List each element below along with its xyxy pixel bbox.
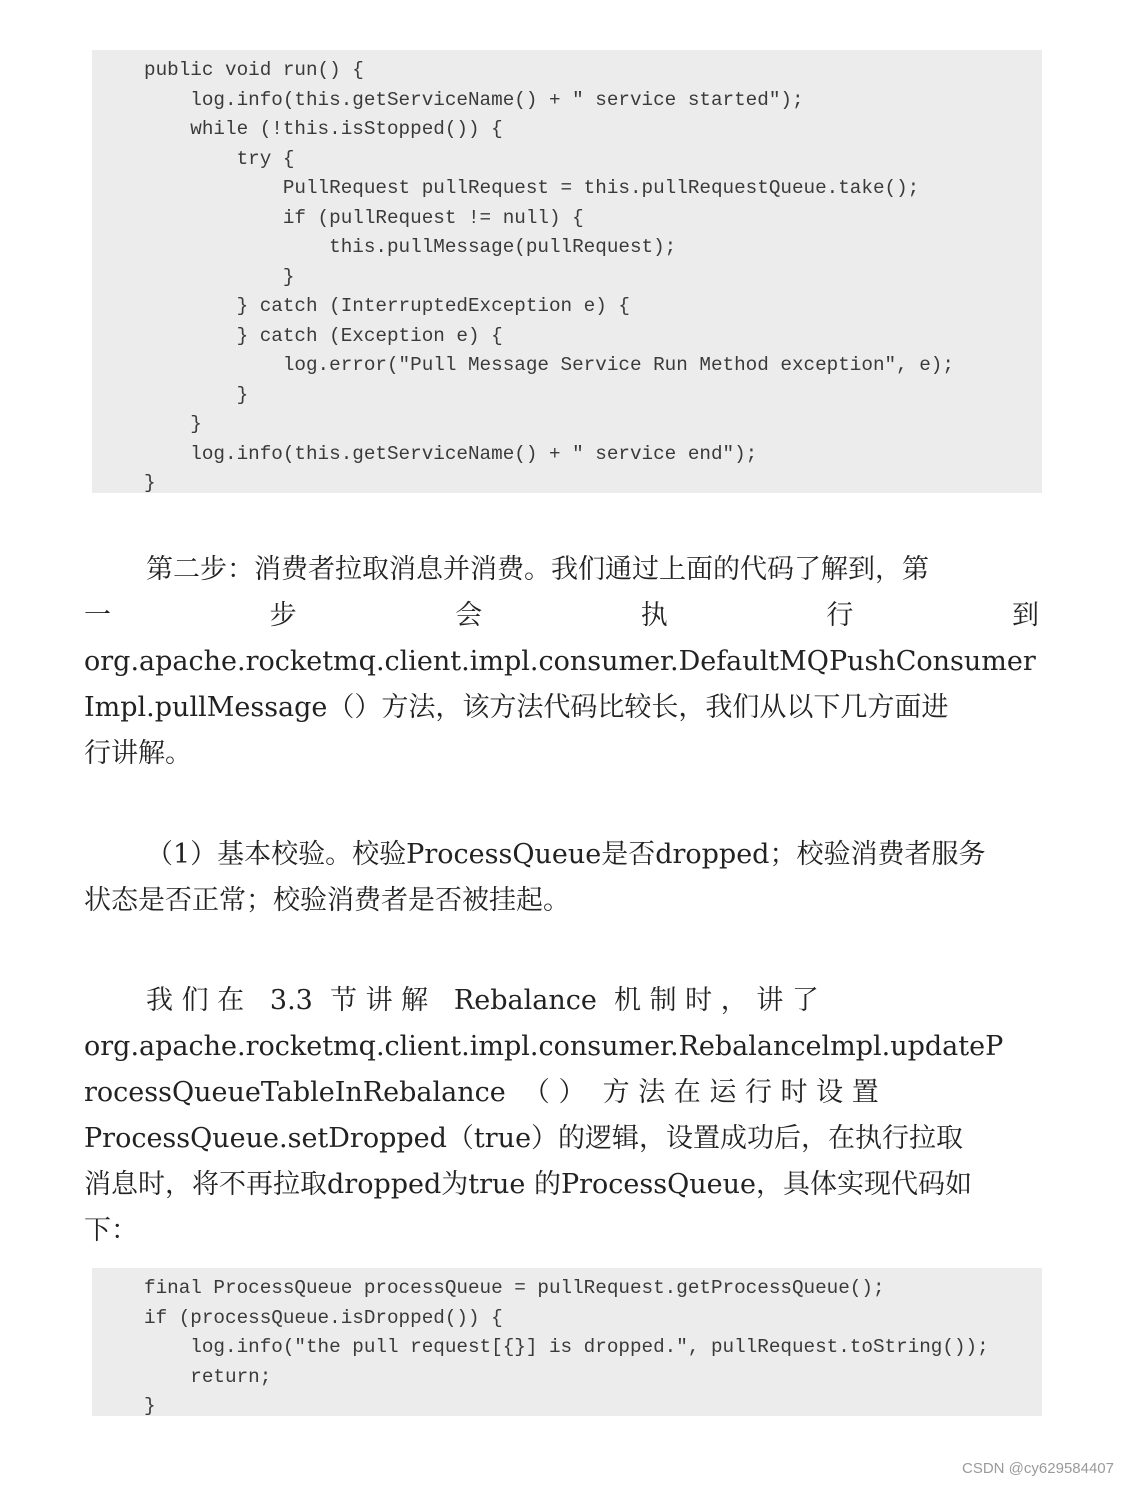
spread-word: 执 xyxy=(640,600,668,631)
code-line: log.info("the pull request[{}] is dropped.", pullRequest.toString()); xyxy=(144,1336,989,1358)
paragraph-line: 我 们 在 3.3 节 讲 解 Rebalance 机 制 时 ， 讲 了 xyxy=(146,985,819,1016)
paragraph-line: （1）基本校验。校验ProcessQueue是否dropped；校验消费者服务 xyxy=(146,839,986,870)
paragraph-line-spread xyxy=(84,593,1039,639)
code-block-dropped-check xyxy=(92,1268,1042,1416)
code-line: log.info(this.getServiceName() + " service started"); xyxy=(144,88,804,111)
paragraph-line: 第二步：消费者拉取消息并消费。我们通过上面的代码了解到，第 xyxy=(146,554,929,585)
code-line: } catch (InterruptedException e) { xyxy=(144,295,630,317)
code-line: } xyxy=(144,1395,156,1417)
spread-word: 步 xyxy=(269,600,297,631)
paragraph-line: org.apache.rocketmq.client.impl.consumer.DefaultMQPushConsumer xyxy=(84,646,1036,677)
spread-word: 到 xyxy=(1011,600,1039,631)
spread-word: 一 xyxy=(84,600,111,631)
paragraph-line: ProcessQueue.setDropped（true）的逻辑，设置成功后，在执行拉取 xyxy=(84,1123,964,1154)
code-line: try { xyxy=(144,147,295,170)
code-line: PullRequest pullRequest = this.pullRequestQueue.take(); xyxy=(144,177,920,199)
paragraph-line: 消息时，将不再拉取dropped为true 的ProcessQueue，具体实现代码如 xyxy=(84,1169,972,1200)
paragraph-basic-check xyxy=(84,832,1039,924)
code-line: log.info(this.getServiceName() + " service end"); xyxy=(144,442,758,465)
code-line: } xyxy=(144,383,249,406)
code-line: if (pullRequest != null) { xyxy=(144,206,584,229)
paragraph-line: rocessQueueTableInRebalance （ ） 方 法 在 运 行 时 设 置 xyxy=(84,1077,879,1108)
code-line: public void run() { xyxy=(144,59,364,81)
paragraph-rebalance xyxy=(84,978,1039,1254)
code-line: this.pullMessage(pullRequest); xyxy=(144,236,677,258)
code-line: if (processQueue.isDropped()) { xyxy=(144,1306,503,1329)
code-line: } xyxy=(144,413,202,435)
paragraph-line: 下： xyxy=(84,1215,138,1246)
paragraph-line: org.apache.rocketmq.client.impl.consumer.Rebalancelmpl.updateP xyxy=(84,1031,1004,1062)
code-line: } xyxy=(144,472,156,494)
code-line: } xyxy=(144,265,295,288)
code-line: log.error("Pull Message Service Run Method exception", e); xyxy=(144,354,954,376)
code-line: final ProcessQueue processQueue = pullRequest.getProcessQueue(); xyxy=(144,1277,885,1299)
spread-word: 会 xyxy=(455,600,483,631)
csdn-watermark: CSDN @cy629584407 xyxy=(962,1460,1114,1477)
code-block-run-method xyxy=(92,50,1042,493)
code-line: return; xyxy=(144,1365,272,1388)
paragraph-line: 状态是否正常；校验消费者是否被挂起。 xyxy=(84,885,570,916)
spread-word: 行 xyxy=(826,600,854,631)
code-line: while (!this.isStopped()) { xyxy=(144,118,503,140)
paragraph-line: 行讲解。 xyxy=(84,738,192,769)
paragraph-line: Impl.pullMessage（）方法，该方法代码比较长，我们从以下几方面进 xyxy=(84,692,949,723)
code-line: } catch (Exception e) { xyxy=(144,324,503,347)
paragraph-step-two xyxy=(84,547,1039,777)
